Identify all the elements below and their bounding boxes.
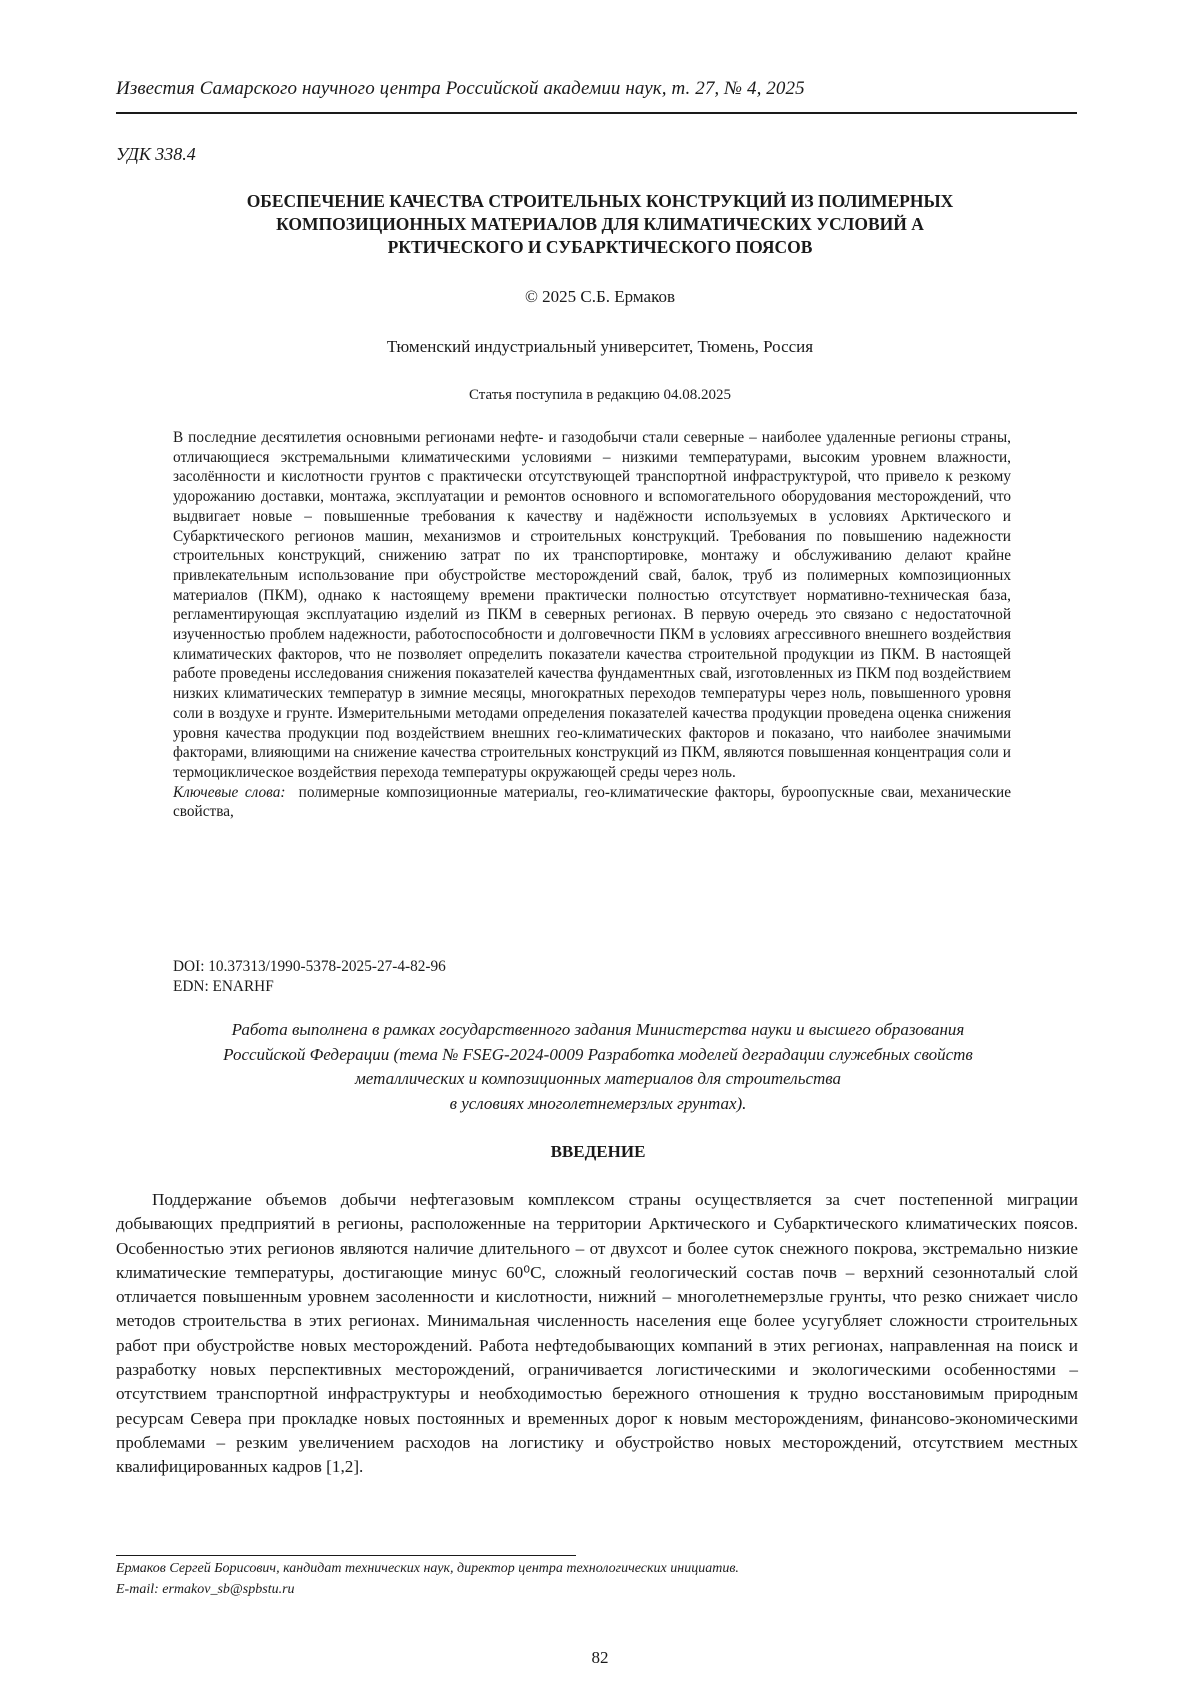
edn: EDN: ENARHF xyxy=(173,977,1011,997)
header-rule xyxy=(116,112,1077,114)
title-line: РКТИЧЕСКОГО И СУБАРКТИЧЕСКОГО ПОЯСОВ xyxy=(150,236,1050,259)
received-date: Статья поступила в редакцию 04.08.2025 xyxy=(150,387,1050,404)
title-line: КОМПОЗИЦИОННЫХ МАТЕРИАЛОВ ДЛЯ КЛИМАТИЧЕСКИХ УСЛОВИЙ А xyxy=(150,213,1050,236)
abstract xyxy=(173,428,1011,822)
footnote-rule xyxy=(116,1555,576,1556)
title-line: ОБЕСПЕЧЕНИЕ КАЧЕСТВА СТРОИТЕЛЬНЫХ КОНСТРУКЦИЙ ИЗ ПОЛИМЕРНЫХ xyxy=(150,190,1050,213)
keywords-label: Ключевые слова: xyxy=(173,784,285,801)
funding-line: металлических и композиционных материалов для строительства xyxy=(116,1067,1080,1092)
affiliation: Тюменский индустриальный университет, Тюмень, Россия xyxy=(150,337,1050,357)
article-page xyxy=(0,0,1200,1698)
doi: DOI: 10.37313/1990-5378-2025-27-4-82-96 xyxy=(173,957,1011,977)
footnote-email: E-mail: ermakov_sb@spbstu.ru xyxy=(116,1579,1080,1600)
keywords-text: полимерные композиционные материалы, гео-климатические факторы, буроопускные сваи, механические свойства, xyxy=(173,784,1011,821)
journal-header: Известия Самарского научного центра Российской академии наук, т. 27, № 4, 2025 xyxy=(116,78,1080,100)
funding-line: в условиях многолетнемерзлых грунтах). xyxy=(116,1092,1080,1117)
abstract-text: В последние десятилетия основными регионами нефте- и газодобычи стали северные – наиболее удаленные регионы страны, отличающиеся экстремальными климатическими условиями – низкими температурами, высоким уровнем влажности, засолённости и кислотности грунтов с практически отсутствующей транспортной инфраструктурой, что привело к резкому удорожанию доставки, монтажа, эксплуатации и ремонтов основного и вспомогательного оборудования месторождений, что выдвигает новые – повышенные требования к качеству и надёжности используемых в условиях Арктического и Субарктического регионов машин, механизмов и строительных конструкций. Требования по повышению надежности строительных конструкций, снижению затрат по их транспортировке, монтажу и обслуживанию делают крайне привлекательным использование при обустройстве месторождений свай, балок, труб из полимерных композиционных материалов (ПКМ), однако к настоящему времени практически полностью отсутствует нормативно-техническая база, регламентирующая эксплуатацию изделий из ПКМ в северных регионах. В первую очередь это связано с недостаточной изученностью проблем надежности, работоспособности и долговечности ПКМ в условиях агрессивного внешнего воздействия климатических факторов, что не позволяет определить показатели качества строительной продукции из ПКМ. В настоящей работе проведены исследования снижения показателей качества фундаментных свай, изготовленных из ПКМ под воздействием низких климатических температур в зимние месяцы, многократных переходов температуры через ноль, повышенного уровня соли в воздухе и грунте. Измерительными методами определения показателей качества продукции проведена оценка снижения уровня качества продукции под воздействием внешних гео-климатических факторов и показано, что наиболее значимыми факторами, влияющими на снижение качества строительных конструкций из ПКМ, являются повышенная концентрация соли и термоциклическое воздействия перехода температуры окружающей среды через ноль. xyxy=(173,428,1011,783)
funding-note xyxy=(116,1018,1080,1116)
section-heading: ВВЕДЕНИЕ xyxy=(116,1142,1080,1162)
page-number: 82 xyxy=(0,1648,1200,1668)
keywords xyxy=(173,783,1011,822)
funding-line: Работа выполнена в рамках государственного задания Министерства науки и высшего образования xyxy=(116,1018,1080,1043)
footnote-author: Ермаков Сергей Борисович, кандидат технических наук, директор центра технологических инициатив. xyxy=(116,1558,1080,1579)
author-footnote xyxy=(116,1558,1080,1600)
funding-line: Российской Федерации (тема № FSEG-2024-0009 Разработка моделей деградации служебных свойств xyxy=(116,1043,1080,1068)
udk-code: УДК 338.4 xyxy=(116,144,196,165)
intro-paragraph: Поддержание объемов добычи нефтегазовым комплексом страны осуществляется за счет постепенной миграции добывающих предприятий в регионы, расположенные на территории Арктического и Субарктического климатических поясов. Особенностью этих регионов являются наличие длительного – от двухсот и более суток снежного покрова, экстремально низкие климатические температуры, достигающие минус 60⁰С, сложный геологический состав почв – верхний сезонноталый слой отличается повышенным уровнем засоленности и кислотности, нижний – многолетнемерзлые грунты, что резко снижает число методов строительства в этих регионах. Минимальная численность населения еще более усугубляет сложности строительных работ при обустройстве новых месторождений. Работа нефтедобывающих компаний в этих регионах, направленная на поиск и разработку новых перспективных месторождений, ограничивается логистическими и экологическими особенностями – отсутствием транспортной инфраструктуры и необходимостью бережного отношения к трудно восстановимым природным ресурсам Севера при прокладке новых постоянных и временных дорог к новым месторождениям, финансово-экономическими проблемами – резким увеличением расходов на логистику и обустройство новых месторождений, отсутствием местных квалифицированных кадров [1,2]. xyxy=(116,1188,1078,1480)
author-line: © 2025 С.Б. Ермаков xyxy=(150,287,1050,307)
article-title xyxy=(150,190,1050,259)
identifiers xyxy=(173,957,1011,996)
